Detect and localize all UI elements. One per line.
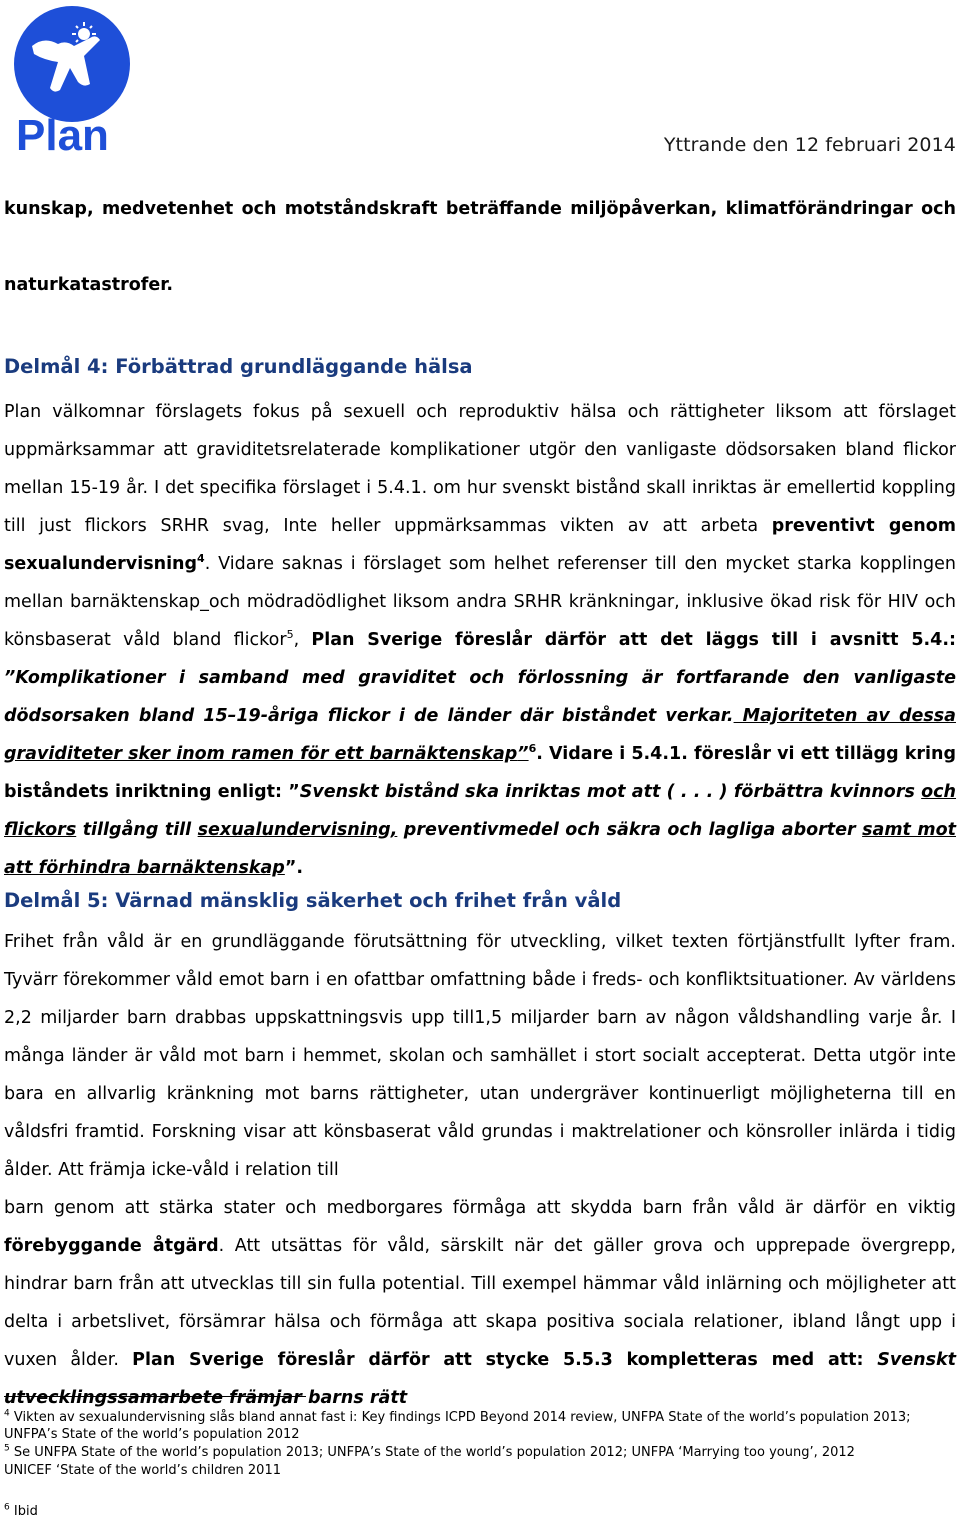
footnote-5-continued: UNICEF ‘State of the world’s children 2011 [4, 1463, 281, 1478]
intro-line-2: naturkatastrofer. [4, 275, 174, 295]
footnote-separator [4, 1396, 306, 1397]
footnote-6: $^6$ Ibid [4, 1502, 38, 1519]
logo-text: Plan [16, 111, 109, 154]
section-4 [4, 352, 956, 887]
section-5-heading: Delmål 5: Värnad mänsklig säkerhet och frihet från våld [4, 889, 622, 912]
section-5-paragraph-1: Frihet från våld är en grundläggande förutsättning för utveckling, vilket texten förtjänstfullt lyfter fram. Tyvärr förekommer våld emot barn i en ofattbar omfattning både i freds- och konfliktsituationer. Av världens 2,2 miljarder barn drabbas uppskattningsvis upp till1,5 miljarder barn av någon våldshandling varje år. I många länder är våld mot barn i hemmet, skolan och samhället i stort socialt accepterat. Detta utgör inte bara en allvarlig kränkning mot barns rättigheter, utan undergräver kontinuerligt möjligheterna till en våldsfri framtid. Forskning visar att könsbaserat våld grundas i maktrelationer och könsroller inlärda i tidig ålder. Att främja icke-våld i relation till [4, 932, 956, 1180]
section-5-paragraph-2: barn genom att stärka stater och medborgares förmåga att skydda barn från våld är därför en viktig förebyggande åtgärd. Att utsättas för våld, särskilt när det gäller grova och upprepade övergrepp, hindrar barn från att utvecklas till sin fulla potential. Till exempel hämmar våld inlärning och möjligheter att delta i arbetslivet, försämrar hälsa och förmåga att skapa positiva sociala relationer, ibland långt upp i vuxen ålder. Plan Sverige föreslår därför att stycke 5.5.3 kompletteras med att: Svenskt utvecklingssamarbete främjar barns rätt [4, 1198, 956, 1408]
footnote-5: $^5$ Se UNFPA State of the world’s population 2013; UNFPA’s State of the world’s population 2012; UNFPA ‘Marrying too young’, 2012 [4, 1443, 855, 1460]
footnote-ref-6[interactable]: 6 [528, 742, 537, 756]
section-4-paragraph: Plan välkomnar förslagets fokus på sexuell och reproduktiv hälsa och rättigheter liksom att förslaget uppmärksammar att graviditetsrelaterade komplikationer utgör den vanligaste dödsorsaken bland flickor mellan 15-19 år. I det specifika förslaget i 5.4.1. om hur svenskt bistånd skall inriktas är emellertid koppling till just flickors SRHR svag, Inte heller uppmärksammas vikten av att arbeta preventivt genom sexualundervisning$^4$. Vidare saknas i förslaget som helhet referenser till den mycket starka kopplingen mellan barnäktenskap_och mödradödlighet liksom andra SRHR kränkningar, inklusive ökad risk för HIV och könsbaserat våld bland flickor$^5$, Plan Sverige föreslår därför att det läggs till i avsnitt 5.4.: ”Komplikationer i samband med graviditet och förlossning är fortfarande den vanligaste dödsorsaken bland 15–19-åriga flickor i de länder där biståndet verkar. Majoriteten av dessa graviditeter sker inom ramen för ett barnäktenskap”$^6$. Vidare i 5.4.1. föreslår vi ett tillägg kring biståndets inriktning enligt: ”Svenskt bistånd ska inriktas mot att ( . . . ) förbättra kvinnors och flickors tillgång till sexualundervisning, preventivmedel och säkra och lagliga aborter samt mot att förhindra barnäktenskap”. [4, 402, 957, 878]
intro-line-1: kunskap, medvetenhet och motståndskraft beträffande miljöpåverkan, klimatförändringar och [4, 199, 956, 219]
plan-logo [4, 4, 136, 154]
intro-paragraph [4, 190, 956, 304]
footnote-ref-5[interactable]: 5 [286, 628, 294, 642]
section-4-heading: Delmål 4: Förbättrad grundläggande hälsa [4, 355, 473, 378]
footnote-4: $^4$ Vikten av sexualundervisning slås bland annat fast i: Key findings ICPD Beyond 2014 review, UNFPA State of the world’s population 2013; UNFPA’s State of the world’s population 2012 [4, 1408, 911, 1442]
document-date: Yttrande den 12 februari 2014 [663, 134, 956, 156]
section-5 [4, 886, 956, 1417]
footnote-ref-4[interactable]: 4 [197, 552, 205, 566]
plan-logo-icon [4, 4, 136, 154]
